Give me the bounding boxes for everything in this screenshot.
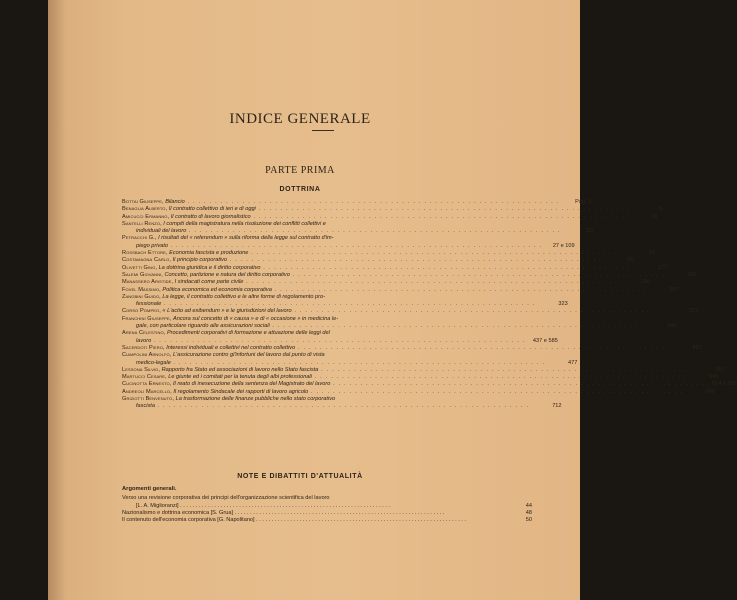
toc-entry-continuation <box>122 301 568 308</box>
title-rule <box>312 130 334 131</box>
note-entry-continuation <box>122 503 532 510</box>
toc-page: 598 <box>709 374 719 381</box>
toc-title-continuation <box>122 243 543 250</box>
toc-page: 451 <box>692 344 702 351</box>
leader-dots: . . . . . . . . . . . . . . . . . . . . . . . . . . . . . . . . . . . . . . . . . . . . . . . . . . . . . . . . . . . . . . . . . . . . <box>330 381 705 388</box>
leader-dots: . . . . . . . . . . . . . . . . . . . . . . . . . . . . . . . . . . . . . . . . . . . . . . . . . . . . . . . . . . . . . . . . . . . . <box>178 502 390 509</box>
leader-dots: . . . . . . . . . . . . . . . . . . . . . . . . . . . . . . . . . . . . . . . . . . . . . . . . . . . . . . . . . . . . . . . . . . . . <box>271 286 647 293</box>
toc-entry <box>122 388 715 396</box>
toc-page: 477 <box>568 359 578 366</box>
toc-entry-text <box>122 396 532 403</box>
leader-dots: . . . . . . . . . . . . . . . . . . . . . . . . . . . . . . . . . . . . . . . . . . . . . . . . . . . . . . . . . . . . . . . . . . . . <box>269 323 645 330</box>
page-title: INDICE GENERALE <box>229 111 371 127</box>
toc-page: Pag. 3 <box>575 199 592 205</box>
toc-author: Andreoli Marcello, <box>122 388 172 395</box>
toc-entry <box>122 206 663 213</box>
leader-dots: . . . . . . . . . . . . . . . . . . . . . . . . . . . . . . . . . . . . . . . . . . . . . . . . . . . . . . . . . . . . . . . . . . . . <box>311 374 687 381</box>
leader-dots: . . . . . . . . . . . . . . . . . . . . . . . . . . . . . . . . . . . . . . . . . . . . . . . . . . . . . . . . . . . . . . . . . . . . <box>255 206 631 213</box>
toc-title: La legge, il contratto collettivo e le altre forme di regolamento pro- <box>162 293 326 300</box>
toc-title: Politica economica ed economia corporativa <box>162 286 272 293</box>
toc-author: Fovel Massimo, <box>122 286 161 293</box>
toc-entry-continuation <box>122 242 575 250</box>
leader-dots: . . . . . . . . . . . . . . . . . . . . . . . . . . . . . . . . . . . . . . . . . . . . . . . . . . . . . . . . . . . . . . . . . . . . <box>308 388 683 395</box>
toc-page: 89 <box>627 257 634 264</box>
toc-entry-text <box>122 221 532 228</box>
toc-entry-text <box>122 308 666 315</box>
toc-entry-continuation <box>122 228 593 235</box>
toc-entry <box>122 344 702 352</box>
subsection-heading: Argomenti generali. <box>122 486 177 492</box>
toc-page: 346 <box>666 323 677 330</box>
toc-entry <box>122 213 658 221</box>
toc-entry-text <box>122 330 532 337</box>
toc-author: Rossbach Ettore, <box>122 250 168 257</box>
toc-title: Ancora sul concetto di « causa » e di « occasione » in medicina le- <box>173 315 339 322</box>
toc-author: Ciampolini Arnolfo, <box>122 352 172 359</box>
toc-author: Olivetti Gino, <box>122 264 157 271</box>
toc-entry <box>122 381 737 388</box>
toc-entry <box>122 279 650 286</box>
toc-page: 6 <box>659 206 663 213</box>
toc-entry <box>122 294 532 301</box>
toc-entry-continuation <box>122 403 562 410</box>
toc-title: La dottrina giuridica e il diritto corporativo <box>158 264 261 271</box>
leader-dots: . . . . . . . . . . . . . . . . . . . . . . . . . . . . . . . . . . . . . . . . . . . . . . . . . . . . . . . . . . . . . . . . . . . . <box>248 250 623 257</box>
toc-entry <box>122 286 679 294</box>
leader-dots: . . . . . . . . . . . . . . . . . . . . . . . . . . . . . . . . . . . . . . . . . . . . . . . . . . . . . . . . . . . . . . . . . . . . <box>184 199 560 205</box>
leader-dots: . . . . . . . . . . . . . . . . . . . . . . . . . . . . . . . . . . . . . . . . . . . . . . . . . . . . . . . . . . . . . . . . . . . . <box>154 403 530 410</box>
toc-title: Il regolamento Sindacale dei rapporti di lavoro agricolo <box>173 388 309 395</box>
toc-page: 614 e 685 <box>712 381 737 388</box>
toc-author: Amicucci Ermanno, <box>122 213 170 220</box>
toc-entry-text <box>122 235 532 242</box>
toc-entry-text <box>122 345 670 352</box>
leader-dots: . . . . . . . . . . . . . . . . . . . . . . . . . . . . . . . . . . . . . . . . . . . . . . . . . . . . . . . . . . . . . . . . . . . . <box>295 344 670 351</box>
toc-entry <box>122 316 532 323</box>
toc-title: I compiti della magistratura nella risoluzione dei conflitti collettivi e <box>163 220 326 227</box>
leader-dots: . . . . . . . . . . . . . . . . . . . . . . . . . . . . . . . . . . . . . . . . . . . . . . . . . . . . . . . . . . . . . . . . . . . . <box>289 271 665 278</box>
leader-dots: . . . . . . . . . . . . . . . . . . . . . . . . . . . . . . . . . . . . . . . . . . . . . . . . . . . . . . . . . . . . . . . . . . . . <box>161 301 536 308</box>
toc-author: Arena Celestino, <box>122 330 166 337</box>
toc-page: 177 <box>657 264 668 271</box>
toc-page: 27 e 109 <box>552 242 575 249</box>
toc-author: Cucinotta Ernesto, <box>122 381 172 388</box>
toc-entry-text <box>122 381 705 388</box>
toc-author: Salemi Giovanni, <box>122 271 163 278</box>
leader-dots: . . . . . . . . . . . . . . . . . . . . . . . . . . . . . . . . . . . . . . . . . . . . . . . . . . . . . . . . . . . . . . . . . . . . <box>233 509 445 516</box>
toc-title: Bilancio <box>165 199 185 205</box>
toc-title-continuation <box>122 403 530 410</box>
toc-title: I risultati del « referendum » sulla riforma della legge sul contratto d'im- <box>158 235 334 242</box>
toc-author: Corso Pompeo, <box>122 308 161 315</box>
toc-page: 712 <box>552 403 562 410</box>
toc-title-continuation <box>122 323 644 330</box>
toc-title: Il contratto collettivo di ieri e di oggi <box>168 206 256 213</box>
toc-entry-text <box>122 316 532 323</box>
toc-title-continuation <box>122 338 526 345</box>
toc-author: Sacerdoti Piero, <box>122 344 165 351</box>
toc-entry-text <box>122 272 664 279</box>
toc-entry-text <box>122 374 686 381</box>
toc-title-continuation <box>122 228 561 235</box>
note-entry <box>122 510 532 517</box>
toc-title: Economia fascista e produzione <box>169 250 249 257</box>
toc-title: L'assicurazione contro gl'infortuni del lavoro dal punto di vista <box>172 352 325 359</box>
toc-entry <box>122 250 655 257</box>
toc-entry-continuation <box>122 337 558 345</box>
toc-page: 186 <box>687 271 697 278</box>
note-text: Verso una revisione corporativa dei principi dell'organizzazione scientifica del lavoro <box>122 495 330 502</box>
toc-title-cont: medico-legale <box>136 359 171 366</box>
part-heading: PARTE PRIMA <box>265 165 335 176</box>
toc-entry-text <box>122 265 635 272</box>
toc-author: Santelli Renzo, <box>122 220 162 227</box>
note-page: 50 <box>525 517 532 524</box>
toc-title-cont: piego privato <box>136 242 169 249</box>
toc-entry <box>122 352 532 359</box>
toc-author: Benaglia Alberto, <box>122 206 168 213</box>
toc-author: Bottai Giuseppe, <box>122 199 164 205</box>
toc-title: Concetto, partizione e natura del diritto corporativo <box>164 271 290 278</box>
toc-title-cont: fessionale <box>136 301 162 308</box>
toc-page: 323 <box>558 301 568 308</box>
toc-title-cont: lavoro <box>136 337 152 344</box>
toc-author: Petracchi G., <box>122 235 157 242</box>
toc-entry <box>122 271 697 279</box>
toc-title-continuation <box>122 360 545 367</box>
toc-page: 437 e 585 <box>532 337 558 344</box>
toc-title: Il contratto di lavoro giornalistico <box>170 213 251 220</box>
toc-title: Procedimenti corporativi di formazione e attuazione delle leggi del <box>166 330 330 337</box>
leader-dots: . . . . . . . . . . . . . . . . . . . . . . . . . . . . . . . . . . . . . . . . . . . . . . . . . . . . . . . . . . . . . . . . . . . . <box>151 337 526 344</box>
toc-title-continuation <box>122 301 536 308</box>
toc-title: Rapporto fra Stato ed associazioni di lavoro nello Stato fascista <box>161 366 319 373</box>
toc-entry-text <box>122 287 646 294</box>
toc-entry <box>122 257 634 264</box>
note-text: Nazionalismo e dottrina economica [S. Grua] . . . . . . . . . . . . . . . . . . . . . . . . . . . . . . . . . . . . . . . . . . . . . . . . . . . . . . . . . . . . . . . . . . . . <box>122 509 445 516</box>
leader-dots: . . . . . . . . . . . . . . . . . . . . . . . . . . . . . . . . . . . . . . . . . . . . . . . . . . . . . . . . . . . . . . . . . . . . <box>168 242 543 249</box>
note-text-continuation <box>122 503 504 510</box>
toc-title: La trasformazione delle finanze pubbliche nello stato corporativo <box>175 396 336 403</box>
toc-title-cont: individuali del lavoro <box>136 228 187 235</box>
book-page <box>48 0 737 600</box>
toc-title: Interessi individuali e collettivi nel contratto collettivo <box>166 344 296 351</box>
toc-page: 23 <box>586 228 593 235</box>
toc-entry <box>122 366 725 374</box>
toc-entry-text <box>122 279 618 286</box>
note-entry <box>122 495 532 502</box>
leader-dots: . . . . . . . . . . . . . . . . . . . . . . . . . . . . . . . . . . . . . . . . . . . . . . . . . . . . . . . . . . . . . . . . . . . . <box>254 517 466 524</box>
leader-dots: . . . . . . . . . . . . . . . . . . . . . . . . . . . . . . . . . . . . . . . . . . . . . . . . . . . . . . . . . . . . . . . . . . . . <box>250 213 626 220</box>
toc-title: Il principio corporativo <box>172 257 228 264</box>
section-heading-note: NOTE E DIBATTITI D'ATTUALITÀ <box>237 473 363 480</box>
toc-entry-text <box>122 294 532 301</box>
toc-entry <box>122 308 699 315</box>
toc-author: Lessona Silvio, <box>122 366 161 373</box>
toc-author: Franchini Giuseppe, <box>122 315 172 322</box>
leader-dots: . . . . . . . . . . . . . . . . . . . . . . . . . . . . . . . . . . . . . . . . . . . . . . . . . . . . . . . . . . . . . . . . . . . . <box>243 279 618 286</box>
toc-author: Manassero Aristide, <box>122 279 174 286</box>
section-heading-dottrina: DOTTRINA <box>279 186 321 193</box>
toc-entry-continuation <box>122 359 578 367</box>
leader-dots: . . . . . . . . . . . . . . . . . . . . . . . . . . . . . . . . . . . . . . . . . . . . . . . . . . . . . . . . . . . . . . . . . . . . <box>170 359 546 366</box>
toc-entry-text <box>122 214 625 221</box>
leader-dots: . . . . . . . . . . . . . . . . . . . . . . . . . . . . . . . . . . . . . . . . . . . . . . . . . . . . . . . . . . . . . . . . . . . . <box>291 308 667 315</box>
toc-page: 207 <box>669 286 679 293</box>
toc-list <box>122 199 737 411</box>
toc-entry-text <box>122 367 693 374</box>
toc-author: Zanobini Guido, <box>122 293 161 300</box>
leader-dots: . . . . . . . . . . . . . . . . . . . . . . . . . . . . . . . . . . . . . . . . . . . . . . . . . . . . . . . . . . . . . . . . . . . . <box>260 264 636 271</box>
toc-title: « L'actio ad exibendum » e le giurisdizioni del lavoro <box>162 308 292 315</box>
toc-entry <box>122 221 532 228</box>
note-cont: [L. A. Miglioranzi] <box>136 502 179 509</box>
toc-entry-text <box>122 206 630 213</box>
toc-entry-text <box>122 389 683 396</box>
toc-author: Martucci Cesare, <box>122 374 167 381</box>
toc-entry-continuation <box>122 323 677 330</box>
toc-entry-text <box>122 257 602 264</box>
note-page: 48 <box>525 509 532 516</box>
leader-dots: . . . . . . . . . . . . . . . . . . . . . . . . . . . . . . . . . . . . . . . . . . . . . . . . . . . . . . . . . . . . . . . . . . . . <box>227 257 602 264</box>
toc-entry <box>122 396 532 403</box>
note-entry <box>122 517 532 524</box>
toc-page: 567 <box>715 366 725 373</box>
toc-author: Griziotti Benvenuto, <box>122 396 175 403</box>
toc-entry <box>122 235 532 242</box>
leader-dots: . . . . . . . . . . . . . . . . . . . . . . . . . . . . . . . . . . . . . . . . . . . . . . . . . . . . . . . . . . . . . . . . . . . . <box>318 366 693 373</box>
leader-dots: . . . . . . . . . . . . . . . . . . . . . . . . . . . . . . . . . . . . . . . . . . . . . . . . . . . . . . . . . . . . . . . . . . . . <box>186 228 561 235</box>
toc-title-cont: fascista <box>136 403 155 410</box>
toc-author: Costamagna Carlo, <box>122 257 172 264</box>
toc-entry-text <box>122 250 623 257</box>
toc-entry <box>122 199 592 206</box>
toc-page: 83 <box>648 250 655 257</box>
toc-entry <box>122 374 719 381</box>
toc-title: Le giunte ed i comitati per la tenuta degli albi professionali <box>168 374 312 381</box>
note-page: 44 <box>525 502 532 509</box>
toc-entry <box>122 264 668 272</box>
toc-entry-text <box>122 352 532 359</box>
toc-page: 18 <box>650 213 658 220</box>
toc-entry <box>122 330 532 337</box>
toc-page: 337 <box>688 308 699 315</box>
toc-page: 699 <box>705 388 715 395</box>
toc-title: I sindacati come parte civile <box>174 279 244 286</box>
toc-title: Il reato di inesecuzione della sentenza del Magistrato del lavoro <box>172 381 331 388</box>
toc-title-cont: gale, con particolare riguardo alle assicurazioni sociali <box>136 323 270 330</box>
toc-page: 196 <box>640 279 650 286</box>
note-text: Il contenuto dell'economia corporativa [G. Napolitano] . . . . . . . . . . . . . . . . . . . . . . . . . . . . . . . . . . . . . . . . . . . . . . . . . . . . . . . . . . . . . . . . . . . . <box>122 517 466 524</box>
toc-entry-text <box>122 199 559 206</box>
notes-list <box>122 486 532 524</box>
